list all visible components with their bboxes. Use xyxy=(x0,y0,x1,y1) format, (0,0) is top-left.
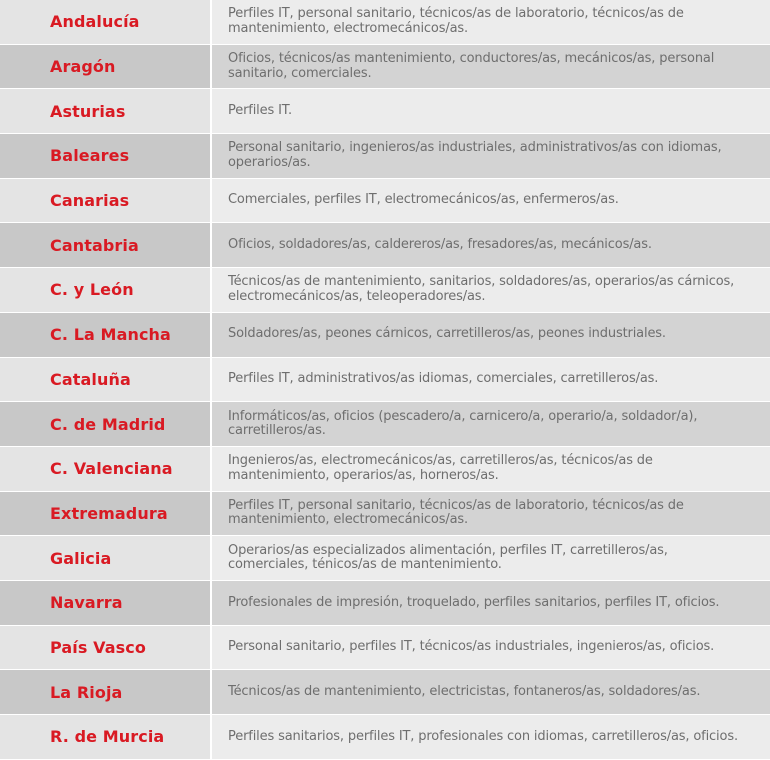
region-name: R. de Murcia xyxy=(0,715,210,759)
region-profiles: Técnicos/as de mantenimiento, sanitarios, soldadores/as, operarios/as cárnicos, electromecánicos/as, teleoperadores/as. xyxy=(210,268,770,312)
table-row xyxy=(0,358,770,403)
region-name: C. de Madrid xyxy=(0,402,210,446)
region-profiles: Perfiles IT, personal sanitario, técnicos/as de laboratorio, técnicos/as de mantenimiento, electromecánicos/as. xyxy=(210,0,770,44)
region-profiles: Personal sanitario, ingenieros/as industriales, administrativos/as con idiomas, operarios/as. xyxy=(210,134,770,178)
region-name: Andalucía xyxy=(0,0,210,44)
region-profiles: Oficios, técnicos/as mantenimiento, conductores/as, mecánicos/as, personal sanitario, comerciales. xyxy=(210,45,770,89)
region-name: C. Valenciana xyxy=(0,447,210,491)
region-profiles: Perfiles IT, personal sanitario, técnicos/as de laboratorio, técnicos/as de mantenimiento, electromecánicos/as. xyxy=(210,492,770,536)
region-name: La Rioja xyxy=(0,670,210,714)
region-profiles: Comerciales, perfiles IT, electromecánicos/as, enfermeros/as. xyxy=(210,179,770,223)
region-name: Asturias xyxy=(0,89,210,133)
table-row xyxy=(0,536,770,581)
region-profiles: Soldadores/as, peones cárnicos, carretilleros/as, peones industriales. xyxy=(210,313,770,357)
region-profiles: Personal sanitario, perfiles IT, técnicos/as industriales, ingenieros/as, oficios. xyxy=(210,626,770,670)
region-name: Extremadura xyxy=(0,492,210,536)
region-profiles: Perfiles IT. xyxy=(210,89,770,133)
table-row xyxy=(0,0,770,45)
table-row xyxy=(0,402,770,447)
region-name: Navarra xyxy=(0,581,210,625)
region-name: C. y León xyxy=(0,268,210,312)
region-name: Galicia xyxy=(0,536,210,580)
table-row xyxy=(0,447,770,492)
region-profiles: Perfiles IT, administrativos/as idiomas, comerciales, carretilleros/as. xyxy=(210,358,770,402)
table-row xyxy=(0,313,770,358)
region-profiles: Perfiles sanitarios, perfiles IT, profesionales con idiomas, carretilleros/as, oficios. xyxy=(210,715,770,759)
region-name: Aragón xyxy=(0,45,210,89)
table-row xyxy=(0,45,770,90)
region-name: Cantabria xyxy=(0,223,210,267)
region-profiles: Profesionales de impresión, troquelado, perfiles sanitarios, perfiles IT, oficios. xyxy=(210,581,770,625)
region-name: Baleares xyxy=(0,134,210,178)
table-row xyxy=(0,492,770,537)
region-name: Cataluña xyxy=(0,358,210,402)
region-profiles: Técnicos/as de mantenimiento, electricistas, fontaneros/as, soldadores/as. xyxy=(210,670,770,714)
region-profiles: Oficios, soldadores/as, caldereros/as, fresadores/as, mecánicos/as. xyxy=(210,223,770,267)
table-row xyxy=(0,715,770,760)
table-row xyxy=(0,179,770,224)
table-row xyxy=(0,134,770,179)
region-profiles: Operarios/as especializados alimentación, perfiles IT, carretilleros/as, comerciales, ténicos/as de mantenimiento. xyxy=(210,536,770,580)
region-name: Canarias xyxy=(0,179,210,223)
table-row xyxy=(0,223,770,268)
region-profiles: Informáticos/as, oficios (pescadero/a, carnicero/a, operario/a, soldador/a), carretilleros/as. xyxy=(210,402,770,446)
region-name: C. La Mancha xyxy=(0,313,210,357)
region-profiles: Ingenieros/as, electromecánicos/as, carretilleros/as, técnicos/as de mantenimiento, operarios/as, horneros/as. xyxy=(210,447,770,491)
region-name: País Vasco xyxy=(0,626,210,670)
table-row xyxy=(0,626,770,671)
table-row xyxy=(0,268,770,313)
table-row xyxy=(0,670,770,715)
table-row xyxy=(0,581,770,626)
table-row xyxy=(0,89,770,134)
